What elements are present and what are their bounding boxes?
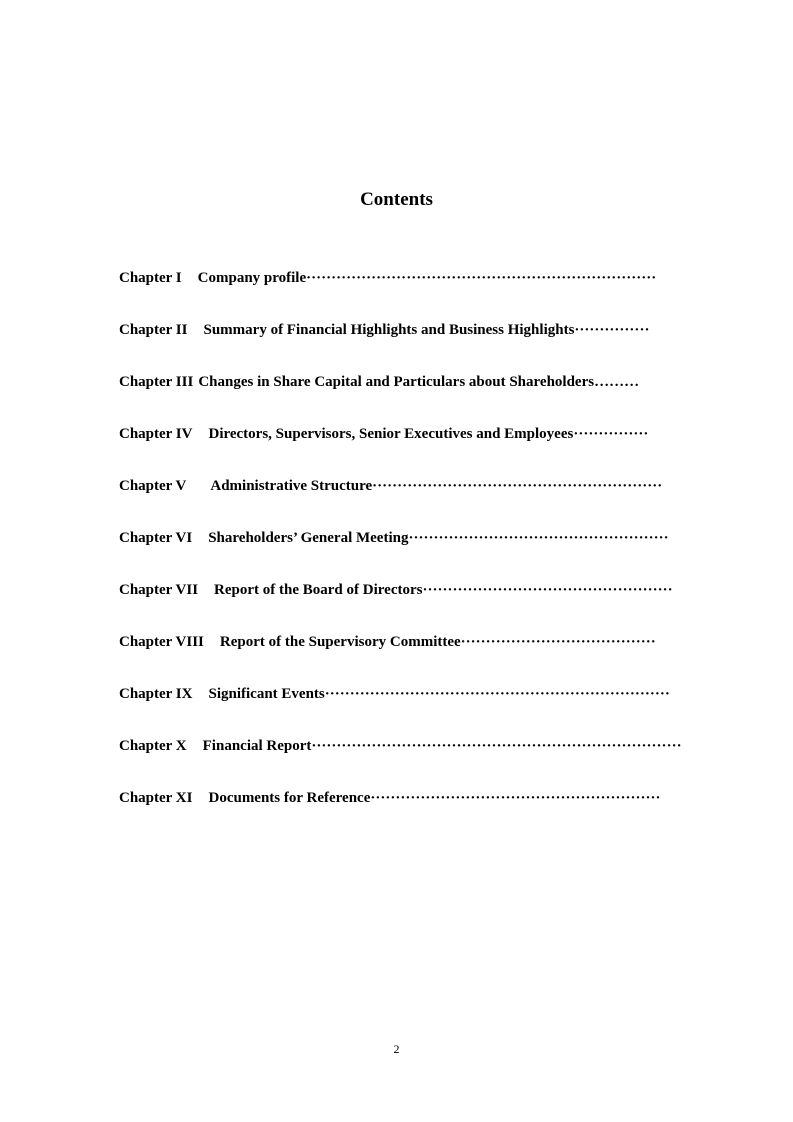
toc-leader-dots: ·········································································· (311, 738, 682, 754)
toc-leader-dots: ·················································· (422, 582, 673, 598)
toc-entry-chapter-4[interactable] (119, 424, 648, 444)
toc-entry-chapter-10[interactable] (119, 736, 682, 756)
toc-leader-dots: ·························································· (370, 790, 661, 806)
toc-entry-chapter-2[interactable] (119, 320, 649, 340)
toc-heading: Shareholders’ General Meeting (208, 530, 409, 546)
toc-leader-dots: ······································· (460, 634, 656, 650)
toc-entry-chapter-6[interactable] (119, 528, 669, 548)
toc-chapter-label: Chapter XI (119, 790, 193, 806)
toc-chapter-label: Chapter VI (119, 530, 193, 546)
toc-heading: Administrative Structure (210, 478, 373, 494)
page-number: 2 (393, 1042, 400, 1056)
toc-leader-dots: ····································································· (324, 686, 670, 702)
toc-chapter-label: Chapter IX (119, 686, 193, 702)
toc-chapter-label: Chapter I (119, 270, 182, 286)
page-title: Contents (360, 189, 433, 210)
toc-leader-dots: ······································································ (306, 270, 657, 286)
toc-leader-dots: ···················································· (408, 530, 669, 546)
toc-heading: Documents for Reference (208, 790, 371, 806)
toc-entry-chapter-11[interactable] (119, 788, 661, 808)
toc-leader-dots: ··············· (574, 322, 650, 338)
toc-leader-dots: ··············· (573, 426, 649, 442)
toc-leader-dots: ·························································· (372, 478, 663, 494)
toc-entry-chapter-7[interactable] (119, 580, 673, 600)
toc-chapter-label: Chapter II (119, 322, 188, 338)
toc-entry-chapter-8[interactable] (119, 632, 656, 652)
toc-entry-chapter-1[interactable] (119, 268, 656, 288)
toc-chapter-label: Chapter X (119, 738, 187, 754)
toc-entry-chapter-9[interactable] (119, 684, 670, 704)
toc-entry-chapter-5[interactable] (119, 476, 662, 496)
toc-chapter-label: Chapter III (119, 374, 194, 390)
toc-chapter-label: Chapter VIII (119, 634, 204, 650)
toc-chapter-label: Chapter V (119, 478, 187, 494)
toc-heading: Summary of Financial Highlights and Business Highlights (203, 322, 575, 338)
toc-heading: Changes in Share Capital and Particulars about Shareholders (198, 374, 595, 390)
toc-heading: Report of the Supervisory Committee (219, 634, 461, 650)
toc-leader-dots: ……… (594, 374, 640, 390)
toc-chapter-label: Chapter IV (119, 426, 193, 442)
toc-heading: Company profile (197, 270, 307, 286)
toc-heading: Significant Events (208, 686, 325, 702)
toc-entry-chapter-3[interactable] (119, 372, 639, 392)
toc-heading: Report of the Board of Directors (214, 582, 423, 598)
toc-heading: Financial Report (202, 738, 312, 754)
toc-heading: Directors, Supervisors, Senior Executives and Employees (208, 426, 574, 442)
toc-chapter-label: Chapter VII (119, 582, 199, 598)
